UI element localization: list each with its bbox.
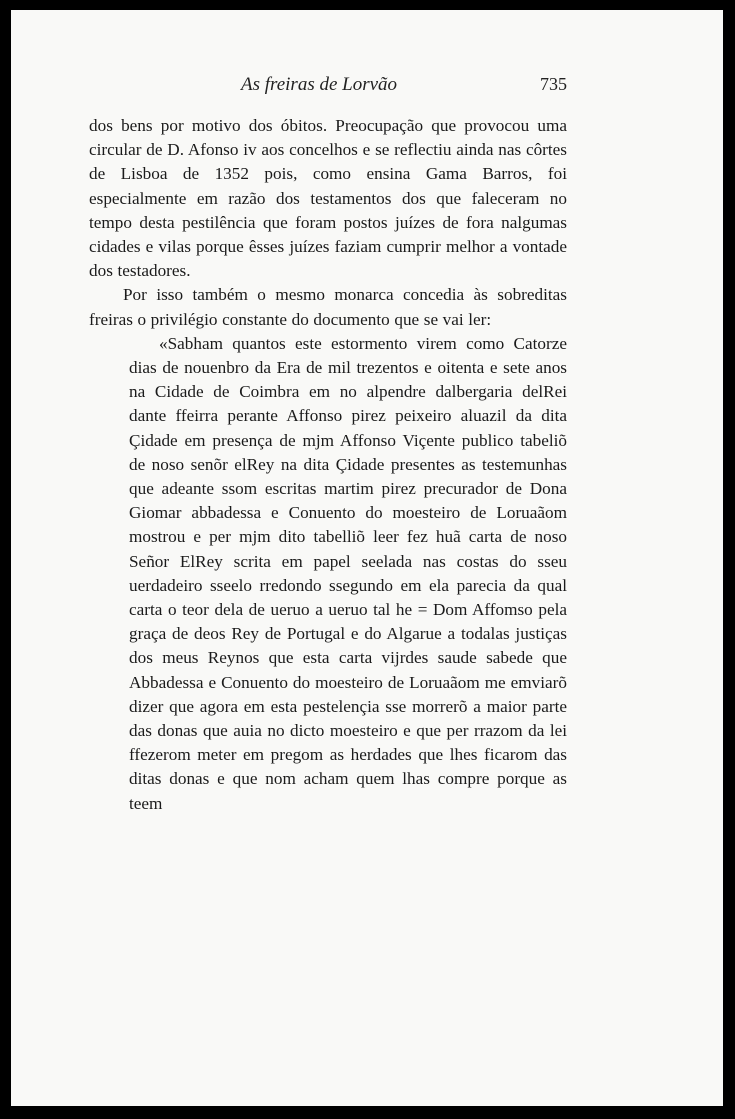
page-number: 735	[540, 74, 567, 94]
book-page	[11, 10, 723, 1106]
running-title: As freiras de Lorvão	[241, 74, 398, 95]
body-text	[89, 114, 567, 816]
quoted-document: «Sabham quantos este estormento virem como Catorze dias de nouenbro da Era de mil trezentos e oitenta e sete anos na Cidade de Coimbra em no alpendre dalbergaria delRei dante ffeirra perante Affonso pirez peixeiro aluazil da dita Çidade em presença de mjm Affonso Viçente publico tabeliõ de noso senõr elRey na dita Çidade presentes as testemunhas que adeante ssom escritas martim pirez precurador de Dona Giomar abbadessa e Conuento do moesteiro de Loruaãom mostrou e per mjm dito tabelliõ leer fez huã carta de noso Señor ElRey scrita em papel seelada nas costas do sseu uerdadeiro sseelo rredondo ssegundo em ela parecia da qual carta o teor dela de ueruo a ueruo tal he = Dom Affomso pela graça de deos Rey de Portugal e do Algarue a todalas justiças dos meus Reynos que esta carta vijrdes saude sabede que Abbadessa e Conuento do moesteiro de Loruaãom me emviarõ dizer que agora em esta pestelençia sse morrerõ a maior parte das donas que auia no dicto moesteiro e que per rrazom da lei ffezerom meter em pregom as herdades que lhes ficarom das ditas donas e que nom acham quem lhas compre porque as teem	[129, 333, 567, 813]
page-header	[11, 74, 723, 98]
paragraph-1: dos bens por motivo dos óbitos. Preocupação que provocou uma circular de D. Afonso iv aos concelhos e se reflectiu ainda nas côrtes de Lisboa de 1352 pois, como ensina Gama Barros, foi especialmente em razão dos testamentos dos que faleceram no tempo desta pestilência que foram postos juízes de fora nalgumas cidades e vilas porque êsses juízes faziam cumprir melhor a vontade dos testadores.	[89, 116, 567, 281]
paragraph-2: Por isso também o mesmo monarca concedia às sobreditas freiras o privilégio constante do documento que se vai ler:	[89, 285, 567, 329]
